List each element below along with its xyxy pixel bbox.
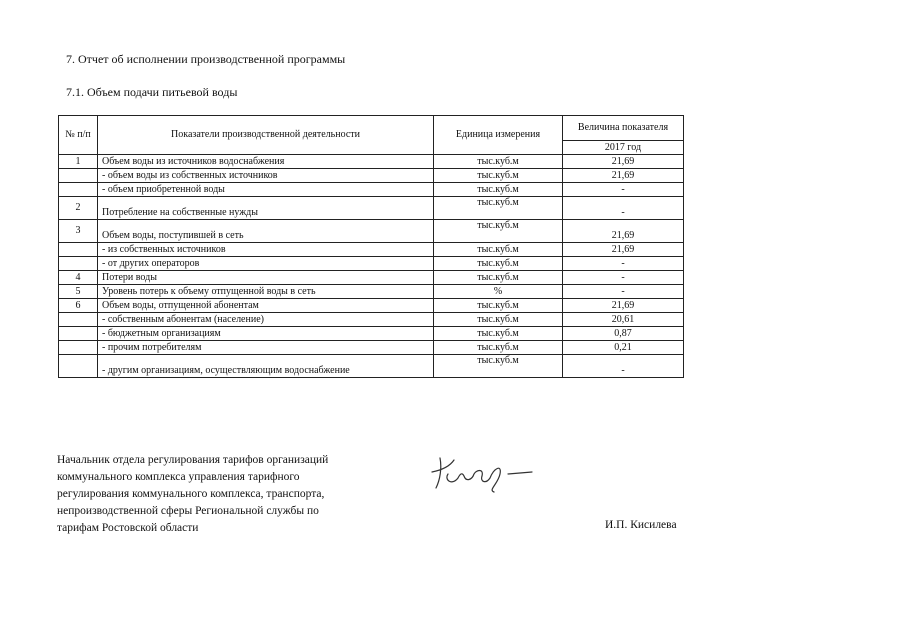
row-indicator: - объем воды из собственных источников bbox=[98, 169, 434, 183]
row-unit: % bbox=[434, 285, 563, 299]
row-number: 2 bbox=[59, 197, 98, 220]
row-unit: тыс.куб.м bbox=[434, 183, 563, 197]
signature-block bbox=[57, 452, 328, 537]
row-value: 21,69 bbox=[563, 243, 684, 257]
section-title: 7. Отчет об исполнении производственной программы bbox=[66, 52, 346, 66]
row-number bbox=[59, 327, 98, 341]
header-unit: Единица измерения bbox=[434, 116, 563, 155]
row-indicator: - другим организациям, осуществляющим водоснабжение bbox=[98, 355, 434, 378]
handwritten-signature bbox=[428, 450, 538, 495]
table-row bbox=[59, 355, 684, 378]
signer-name: И.П. Кисилева bbox=[605, 519, 677, 531]
row-number bbox=[59, 243, 98, 257]
row-number bbox=[59, 355, 98, 378]
table-row bbox=[59, 183, 684, 197]
table-row bbox=[59, 257, 684, 271]
row-value: - bbox=[563, 197, 684, 220]
row-value: - bbox=[563, 285, 684, 299]
row-unit: тыс.куб.м bbox=[434, 257, 563, 271]
table-row bbox=[59, 271, 684, 285]
row-indicator: Объем воды, поступившей в сеть bbox=[98, 220, 434, 243]
row-number: 3 bbox=[59, 220, 98, 243]
row-value: 21,69 bbox=[563, 169, 684, 183]
row-number bbox=[59, 313, 98, 327]
row-indicator: - бюджетным организациям bbox=[98, 327, 434, 341]
header-num: № п/п bbox=[59, 116, 98, 155]
position-line: тарифам Ростовской области bbox=[57, 522, 199, 534]
table-row bbox=[59, 313, 684, 327]
row-value: 21,69 bbox=[563, 155, 684, 169]
water-supply-table bbox=[58, 115, 684, 378]
row-indicator: - объем приобретенной воды bbox=[98, 183, 434, 197]
row-indicator: Объем воды из источников водоснабжения bbox=[98, 155, 434, 169]
row-unit: тыс.куб.м bbox=[434, 327, 563, 341]
row-unit: тыс.куб.м bbox=[434, 355, 563, 378]
table-row bbox=[59, 197, 684, 220]
row-number: 1 bbox=[59, 155, 98, 169]
table-row bbox=[59, 341, 684, 355]
position-line: непроизводственной сферы Региональной службы по bbox=[57, 505, 319, 517]
row-number: 4 bbox=[59, 271, 98, 285]
row-indicator: Объем воды, отпущенной абонентам bbox=[98, 299, 434, 313]
row-unit: тыс.куб.м bbox=[434, 243, 563, 257]
row-indicator: - из собственных источников bbox=[98, 243, 434, 257]
row-number bbox=[59, 183, 98, 197]
row-indicator: Потребление на собственные нужды bbox=[98, 197, 434, 220]
position-line: регулирования коммунального комплекса, транспорта, bbox=[57, 488, 325, 500]
row-indicator: - от других операторов bbox=[98, 257, 434, 271]
row-value: - bbox=[563, 257, 684, 271]
row-number bbox=[59, 341, 98, 355]
row-value: 21,69 bbox=[563, 299, 684, 313]
table-row bbox=[59, 243, 684, 257]
row-indicator: - прочим потребителям bbox=[98, 341, 434, 355]
table-row bbox=[59, 285, 684, 299]
position-line: коммунального комплекса управления тарифного bbox=[57, 471, 300, 483]
row-unit: тыс.куб.м bbox=[434, 313, 563, 327]
row-number: 6 bbox=[59, 299, 98, 313]
row-value: 21,69 bbox=[563, 220, 684, 243]
table-row bbox=[59, 220, 684, 243]
row-unit: тыс.куб.м bbox=[434, 220, 563, 243]
row-value: - bbox=[563, 355, 684, 378]
row-value: 0,21 bbox=[563, 341, 684, 355]
row-value: 0,87 bbox=[563, 327, 684, 341]
row-value: - bbox=[563, 271, 684, 285]
table-row bbox=[59, 155, 684, 169]
header-indicator: Показатели производственной деятельности bbox=[98, 116, 434, 155]
row-number bbox=[59, 257, 98, 271]
subsection-title: 7.1. Объем подачи питьевой воды bbox=[66, 85, 238, 99]
row-unit: тыс.куб.м bbox=[434, 197, 563, 220]
row-indicator: Уровень потерь к объему отпущенной воды в сеть bbox=[98, 285, 434, 299]
row-indicator: Потери воды bbox=[98, 271, 434, 285]
table-row bbox=[59, 327, 684, 341]
table-row bbox=[59, 299, 684, 313]
row-indicator: - собственным абонентам (население) bbox=[98, 313, 434, 327]
table-row bbox=[59, 169, 684, 183]
row-unit: тыс.куб.м bbox=[434, 169, 563, 183]
row-unit: тыс.куб.м bbox=[434, 341, 563, 355]
row-value: - bbox=[563, 183, 684, 197]
row-value: 20,61 bbox=[563, 313, 684, 327]
position-line: Начальник отдела регулирования тарифов организаций bbox=[57, 454, 329, 466]
header-value: Величина показателя bbox=[563, 116, 684, 141]
row-number: 5 bbox=[59, 285, 98, 299]
row-unit: тыс.куб.м bbox=[434, 271, 563, 285]
row-number bbox=[59, 169, 98, 183]
row-unit: тыс.куб.м bbox=[434, 299, 563, 313]
header-year: 2017 год bbox=[563, 141, 684, 155]
row-unit: тыс.куб.м bbox=[434, 155, 563, 169]
